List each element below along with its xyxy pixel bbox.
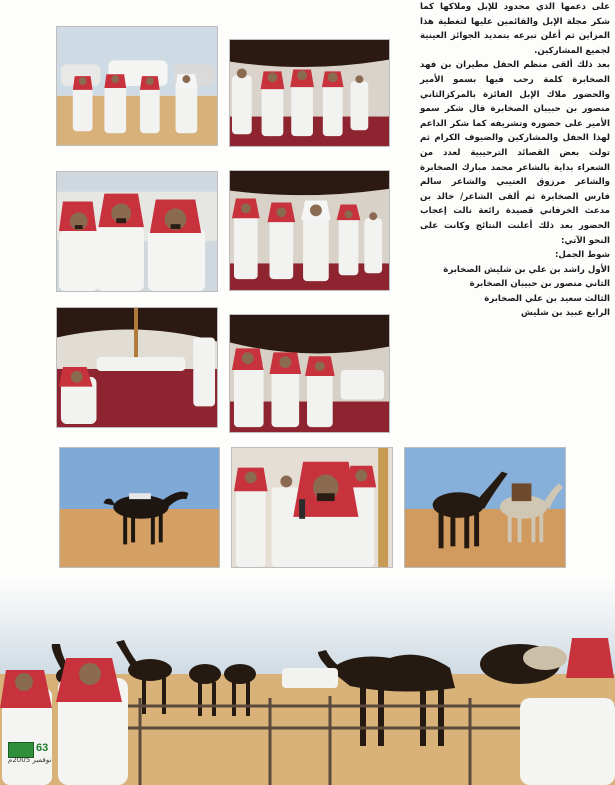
photo-handshake — [229, 170, 390, 291]
result-third: الثالث سعيد بن علي الصخابرة — [484, 293, 610, 304]
photo-gathering-tent — [229, 39, 390, 147]
article-paragraph-1: على دعمها الذي محدود للإبل وملاكها كما شكر مجلة الإبل والقائمين عليها لتغطية هذا المزاين ثم أعلن تبرعه بتمديد الجوائز العينية لجميع المشاركين. — [420, 2, 610, 56]
photo-men-with-cars — [56, 26, 218, 146]
result-first: الأول راشد بن علي بن شليش الصخابرة — [443, 264, 610, 275]
page-number: 63 — [36, 742, 49, 754]
article-paragraph-2: بعد ذلك ألقى منظم الحفل مطيران بن فهد الصخابرة كلمة رحب فيها بسمو الأمير والحضور ملاك الإبل الفائزة بالمركزالثاني منصور بن حبيبان الصخابرة قال شكر سمو الأمير على حضوره وتشريفه كما شكر الداعم لهذا الحفل والمشاركين والضيوف الكرام ثم تولت بعض القصائد الترحيبية لعدد من الشعراء بداية بالشاعر محمد مبارك الصخابرة والشاعر مرزوق العتيبي والشاعر سالم فارس الصخابرة ثم ألقى الشاعر/ خالد بن مدعث الخرفاني قصيدة رائعة نالت إعجاب الحضور بعد ذلك أعلنت النتائج وكانت على النحو الآتي: — [420, 60, 610, 246]
photo-camel-pen-panorama — [0, 578, 615, 785]
article-text-column — [420, 0, 610, 520]
issue-date: نوفمبر 2005م — [8, 756, 52, 764]
result-fourth: الرابع عبيد بن شليش — [521, 308, 610, 319]
result-second: الثاني منصور بن حبيبان الصخابرة — [469, 279, 610, 290]
photo-men-closeup — [56, 171, 218, 292]
photo-tent-interior — [56, 307, 218, 428]
photo-black-camel — [59, 447, 220, 568]
results-heading: شوط الجمل: — [555, 250, 610, 261]
page-folio — [8, 742, 60, 766]
photo-outdoor-majlis — [229, 314, 390, 433]
photo-speaker-microphone — [231, 447, 393, 568]
